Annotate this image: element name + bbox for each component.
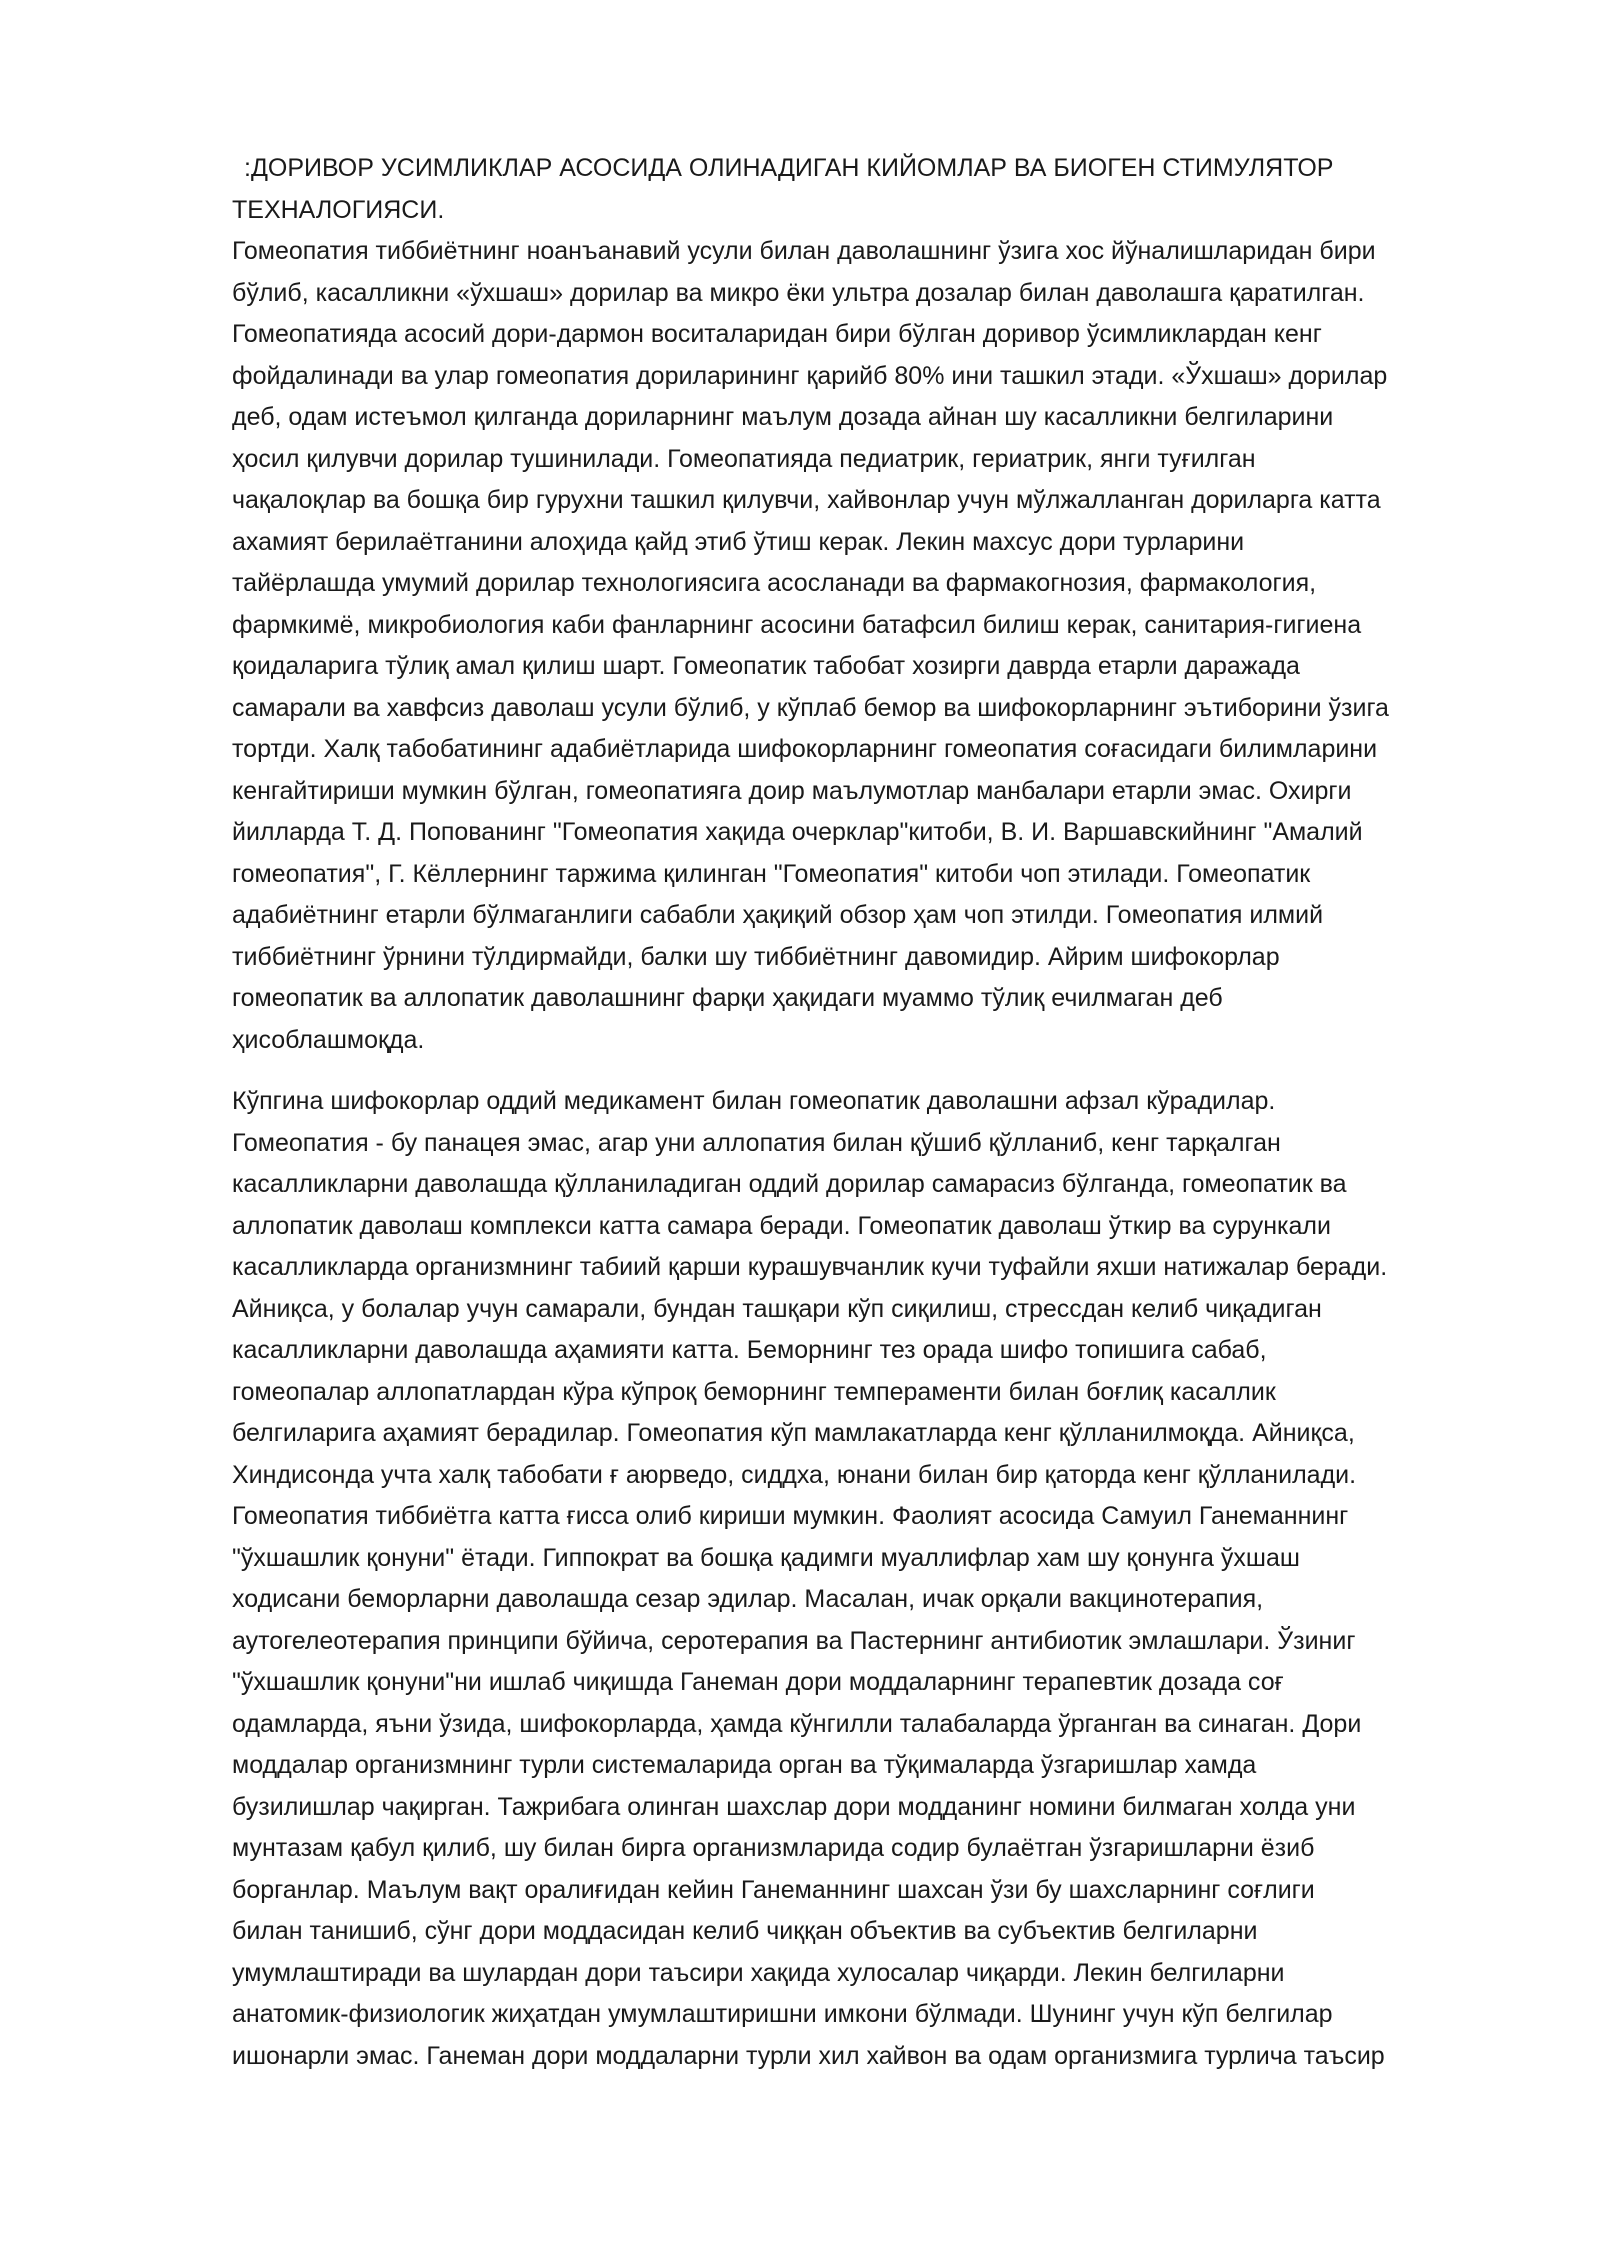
text-line: самарали ва хавфсиз даволаш усули бўлиб, у кўплаб бемор ва шифокорларнинг эътиборини ўзига [232,693,1389,722]
text-line: чақалоқлар ва бошқа бир гурухни ташкил қилувчи, хайвонлар учун мўлжалланган дориларга катта [232,486,1381,514]
text-line: билан танишиб, сўнг дори моддасидан келиб чиққан объектив ва субъектив белгиларни [232,1917,1258,1945]
text-line: касалликларни даволашда қўлланиладиган оддий дорилар самарасиз бўлганда, гомеопатик ва [232,1170,1347,1198]
text-line: тортди. Халқ табобатининг адабиётларида шифокорларнинг гомеопатия соғасидаги билимларини [232,735,1378,763]
text-line: касалликларни даволашда аҳамияти катта. Беморнинг тез орада шифо топишига сабаб, [232,1336,1267,1364]
text-line: ишонарли эмас. Ганеман дори моддаларни турли хил хайвон ва одам организмига турлича таъсир [232,2041,1385,2070]
text-line: Гомеопатия - бу панацея эмас, агар уни аллопатия билан қўшиб қўлланиб, кенг тарқалган [232,1128,1281,1157]
text-line: борганлар. Маълум вақт оралиғидан кейин Ганеманнинг шахсан ўзи бу шахсларнинг соғлиги [232,1875,1315,1904]
text-line: қоидаларига тўлиқ амал қилиш шарт. Гомеопатик табобат хозирги даврда етарли даражада [232,652,1300,680]
text-line: фармкимё, микробиология каби фанларнинг асосини батафсил билиш керак, санитария-гигиена [232,610,1362,639]
title-line: :ДОРИВОР УСИМЛИКЛАР АСОСИДА ОЛИНАДИГАН КИЙОМЛАР ВА БИОГЕН СТИМУЛЯТОР [244,154,1334,182]
text-line: деб, одам истеъмол қилганда дориларнинг маълум дозада айнан шу касалликни белгиларини [232,403,1334,431]
text-line: Гомеопатияда асосий дори-дармон воситаларидан бири бўлган доривор ўсимликлардан кенг [232,320,1322,348]
text-line: касалликларда организмнинг табиий қарши курашувчанлик кучи туфайли яхши натижалар беради. [232,1253,1388,1281]
text-line: бузилишлар чақирган. Тажрибага олинган шахслар дори модданинг номини билмаган холда уни [232,1792,1356,1821]
text-line: ҳосил қилувчи дорилар тушинилади. Гомеопатияда педиатрик, гериатрик, янги туғилган [232,444,1256,473]
text-line: ҳисоблашмоқда. [232,1025,425,1054]
text-line: анатомик-физиологик жиҳатдан умумлаштиришни имкони бўлмади. Шунинг учун кўп белгилар [232,2000,1333,2028]
text-line: йилларда Т. Д. Попованинг "Гомеопатия хақида очерклар"китоби, В. И. Варшавскийнинг "Амалий [232,818,1363,846]
text-line: Хиндисонда учта халқ табобати ғ аюрведо, сиддха, юнани билан бир қаторда кенг қўлланилади. [232,1460,1357,1489]
text-line: гомеопалар аллопатлардан кўра кўпроқ беморнинг темпераменти билан боғлиқ касаллик [232,1377,1276,1406]
text-line: гомеопатик ва аллопатик даволашнинг фарқи ҳақидаги муаммо тўлиқ ечилмаган деб [232,984,1223,1012]
paragraph-1 [232,231,1532,1061]
text-line: гомеопатия", Г. Кёллернинг таржима қилинган "Гомеопатия" китоби чоп этилади. Гомеопатик [232,859,1311,888]
text-line: умумлаштиради ва шулардан дори таъсири хақида хулосалар чиқарди. Лекин белгиларни [232,1958,1285,1987]
paragraph-2 [232,1081,1532,2077]
text-line: "ўхшашлик қонуни"ни ишлаб чиқишда Ганеман дори моддаларнинг терапевтик дозада соғ [232,1668,1284,1696]
text-line: "ўхшашлик қонуни" ётади. Гиппократ ва бошқа қадимги муаллифлар хам шу қонунга ўхшаш [232,1543,1300,1572]
text-line: одамларда, яъни ўзида, шифокорларда, ҳамда кўнгилли талабаларда ўрганган ва синаган. Дори [232,1709,1362,1738]
text-line: ходисани беморларни даволашда сезар эдилар. Масалан, ичак орқали вакцинотерапия, [232,1585,1264,1613]
text-line: фойдалинади ва улар гомеопатия дориларининг қарийб 80% ини ташкил этади. «Ўхшаш» дорилар [232,361,1388,390]
text-line: бўлиб, касалликни «ўхшаш» дорилар ва микро ёки ультра дозалар билан даволашга қаратилган. [232,278,1365,307]
text-line: аллопатик даволаш комплекси катта самара беради. Гомеопатик даволаш ўткир ва сурункали [232,1211,1331,1240]
text-line: моддалар организмнинг турли системаларида орган ва тўқималарда ўзгаришлар хамда [232,1751,1257,1779]
text-line: белгиларига аҳамият берадилар. Гомеопатия кўп мамлакатларда кенг қўлланилмоқда. Айниқса, [232,1419,1355,1447]
text-line: адабиётнинг етарли бўлмаганлиги сабабли ҳақиқий обзор ҳам чоп этилди. Гомеопатия илмий [232,901,1324,929]
text-line: мунтазам қабул қилиб, шу билан бирга организмларида содир булаётган ўзгаришларни ёзиб [232,1834,1315,1862]
text-line: аутогелеотерапия принципи бўйича, серотерапия ва Пастернинг антибиотик эмлашлари. Ўзиниг [232,1626,1356,1655]
document-title [232,148,1532,231]
text-line: тиббиётнинг ўрнини тўлдирмайди, балки шу тиббиётнинг давомидир. Айрим шифокорлар [232,942,1280,971]
paragraph-gap [232,1061,1532,1081]
text-line: Гомеопатия тиббиётнинг ноанъанавий усули билан даволашнинг ўзига хос йўналишларидан бири [232,237,1376,265]
title-line: ТЕХНАЛОГИЯСИ. [232,195,445,224]
text-line: кенгайтириши мумкин бўлган, гомеопатияга доир маълумотлар манбалари етарли эмас. Охирги [232,776,1352,805]
text-line: Айниқса, у болалар учун самарали, бундан ташқари кўп сиқилиш, стрессдан келиб чиқадиган [232,1294,1322,1323]
document-body [232,148,1532,2077]
text-line: тайёрлашда умумий дорилар технологиясига асосланади ва фармакогнозия, фармакология, [232,569,1317,597]
text-line: Кўпгина шифокорлар оддий медикамент билан гомеопатик даволашни афзал кўрадилар. [232,1087,1276,1115]
text-line: ахамият берилаётганини алоҳида қайд этиб ўтиш керак. Лекин махсус дори турларини [232,527,1245,556]
text-line: Гомеопатия тиббиётга катта ғисса олиб кириши мумкин. Фаолият асосида Самуил Ганеманнинг [232,1502,1349,1530]
